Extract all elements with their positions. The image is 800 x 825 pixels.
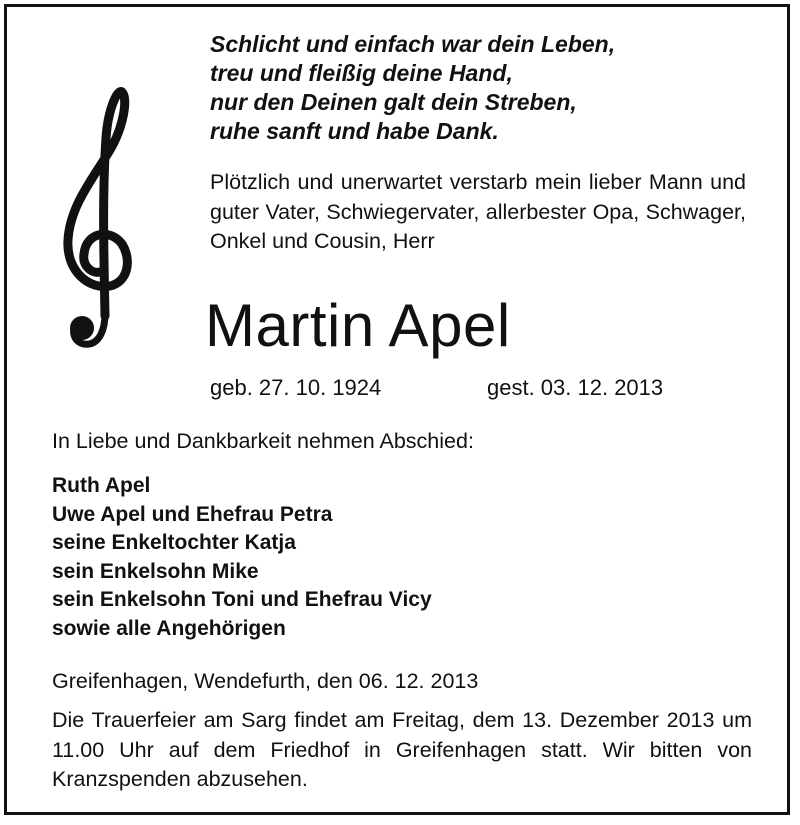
poem	[210, 30, 750, 146]
intro-text: Plötzlich und unerwartet verstarb mein lieber Mann und guter Vater, Schwiegervater, allerbester Opa, Schwager, Onkel und Cousin, Herr	[210, 170, 746, 253]
mourner: Ruth Apel	[52, 474, 151, 497]
place-and-date: Greifenhagen, Wendefurth, den 06. 12. 2013	[52, 669, 479, 693]
death-date: gest. 03. 12. 2013	[487, 375, 664, 400]
farewell-line: In Liebe und Dankbarkeit nehmen Abschied:	[52, 429, 474, 453]
treble-clef-icon	[62, 78, 134, 354]
deceased-name: Martin Apel	[205, 292, 511, 359]
poem-line: treu und fleißig deine Hand,	[210, 60, 513, 86]
mourner: sein Enkelsohn Toni und Ehefrau Vicy	[52, 588, 432, 612]
poem-line: Schlicht und einfach war dein Leben,	[210, 31, 616, 57]
poem-line: nur den Deinen galt dein Streben,	[210, 89, 577, 115]
funeral-info: Die Trauerfeier am Sarg findet am Freitag, dem 13. Dezember 2013 um 11.00 Uhr auf dem Friedhof in Greifenhagen statt. Wir bitten von Kranzspenden abzusehen.	[52, 708, 752, 791]
poem-line: ruhe sanft und habe Dank.	[210, 118, 499, 144]
mourner: seine Enkeltochter Katja	[52, 531, 296, 555]
mourners-list	[52, 472, 432, 644]
mourner: sein Enkelsohn Mike	[52, 559, 259, 583]
mourner: sowie alle Angehörigen	[52, 616, 286, 640]
birth-date: geb. 27. 10. 1924	[210, 375, 382, 400]
mourner: Uwe Apel und Ehefrau Petra	[52, 502, 333, 526]
